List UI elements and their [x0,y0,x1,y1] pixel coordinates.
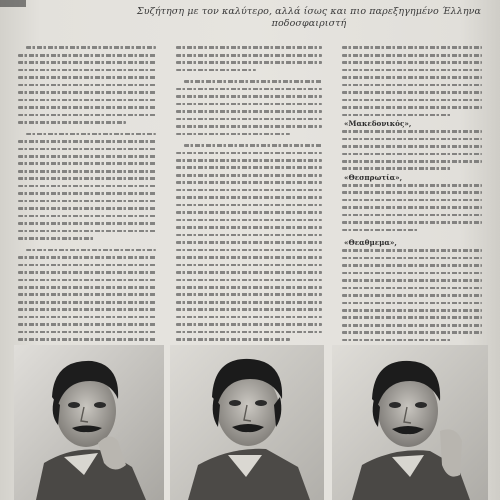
portrait-photo-icon [14,345,164,500]
paragraph [342,238,482,344]
portrait-photo [170,345,324,500]
text-column-1 [18,44,156,314]
paragraph [18,130,156,242]
portrait-photo-icon [332,345,488,500]
photo-strip [0,345,500,500]
article-subtitle: Συζήτηση με τον καλύτερο, αλλά ίσως και πιο παρεξηγημένο Έλληνα ποδοσφαιριστή [136,6,482,29]
paragraph [176,44,322,74]
keyword-makedonikos: «Μακεδονικός», [344,118,412,128]
paragraph [342,44,482,234]
portrait-photo [332,345,488,500]
keyword-theathmema: «Θεαθμεμα», [344,237,397,247]
portrait-photo-icon [170,345,324,500]
paragraph [176,78,322,138]
text-column-2 [176,44,322,314]
paragraph [176,142,322,344]
portrait-photo [14,345,164,500]
paragraph [18,44,156,126]
keyword-thesprotia: «Θεσπρωτία», [344,172,403,182]
text-column-3 [342,44,482,314]
page-number-fragment [0,0,26,7]
